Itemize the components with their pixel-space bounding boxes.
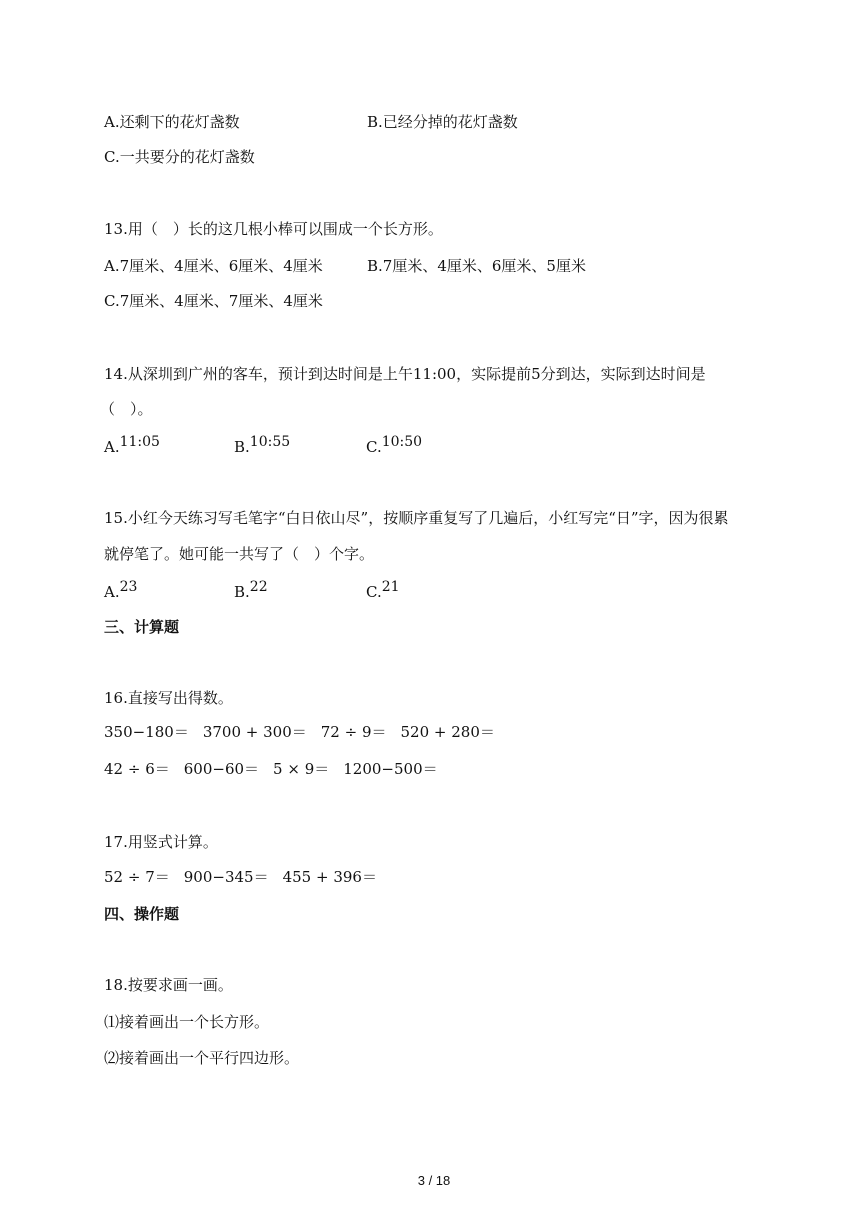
q15-option-b: [234, 579, 268, 603]
q17-expr: 900−345＝: [183, 868, 269, 886]
q16-stem: 16.直接写出得数。: [104, 689, 233, 707]
q17-row: [104, 867, 377, 887]
q12-option-c: C.一共要分的花灯盏数: [104, 148, 255, 166]
q14-option-b: [234, 434, 291, 458]
q15-option-b-value: 22: [249, 579, 268, 595]
q16-expr: 72 ÷ 9＝: [320, 723, 387, 741]
q14-option-c-prefix: C.: [366, 438, 382, 456]
q18-part-1: ⑴接着画出一个长方形。: [104, 1013, 270, 1031]
q16-row-1: [104, 722, 495, 742]
q18-part-2: ⑵接着画出一个平行四边形。: [104, 1049, 300, 1067]
q16-expr: 1200−500＝: [343, 760, 438, 778]
section-4-title: 四、操作题: [104, 905, 180, 923]
q13-stem: 13.用（ ）长的这几根小棒可以围成一个长方形。: [104, 220, 443, 238]
q15-option-b-prefix: B.: [234, 583, 250, 601]
q14-option-a: [104, 434, 160, 458]
q17-expr: 455 + 396＝: [282, 868, 377, 886]
q13-option-c: C.7厘米、4厘米、7厘米、4厘米: [104, 292, 323, 310]
q15-option-c: [366, 579, 400, 603]
q16-expr: 350−180＝: [104, 723, 189, 741]
q16-expr: 42 ÷ 6＝: [104, 760, 170, 778]
q15-option-c-prefix: C.: [366, 583, 382, 601]
q14-option-a-value: 11:05: [119, 434, 160, 450]
q14-option-c: [366, 434, 423, 458]
q15-stem-line1: 15.小红今天练习写毛笔字“白日依山尽”，按顺序重复写了几遍后，小红写完“日”字，因为很累: [104, 509, 729, 527]
q17-stem: 17.用竖式计算。: [104, 833, 218, 851]
q15-option-a-value: 23: [119, 579, 138, 595]
q16-expr: 3700 + 300＝: [202, 723, 307, 741]
q14-option-b-value: 10:55: [249, 434, 291, 450]
q18-stem: 18.按要求画一画。: [104, 976, 233, 994]
q15-stem-line2: 就停笔了。她可能一共写了（ ）个字。: [104, 545, 375, 563]
q16-expr: 5 × 9＝: [273, 760, 330, 778]
q12-option-b: B.已经分掉的花灯盏数: [367, 113, 518, 131]
q16-expr: 520 + 280＝: [400, 723, 495, 741]
q13-option-b: B.7厘米、4厘米、6厘米、5厘米: [367, 257, 586, 275]
q14-option-b-prefix: B.: [234, 438, 250, 456]
q13-option-a: A.7厘米、4厘米、6厘米、4厘米: [104, 257, 323, 275]
q15-option-a-prefix: A.: [104, 583, 120, 601]
q12-option-a: A.还剩下的花灯盏数: [104, 113, 240, 131]
q16-row-2: [104, 759, 438, 779]
q14-option-a-prefix: A.: [104, 438, 120, 456]
page-number: 3 / 18: [417, 1173, 451, 1188]
q14-stem-line1: 14.从深圳到广州的客车，预计到达时间是上午11:00，实际提前5分到达，实际到达时间是: [104, 365, 706, 383]
q15-option-c-value: 21: [381, 579, 400, 595]
q14-stem-line2: （ ）。: [100, 400, 153, 418]
q15-option-a: [104, 579, 138, 603]
q17-expr: 52 ÷ 7＝: [104, 868, 170, 886]
q16-expr: 600−60＝: [183, 760, 260, 778]
section-3-title: 三、计算题: [104, 618, 180, 636]
q14-option-c-value: 10:50: [381, 434, 423, 450]
